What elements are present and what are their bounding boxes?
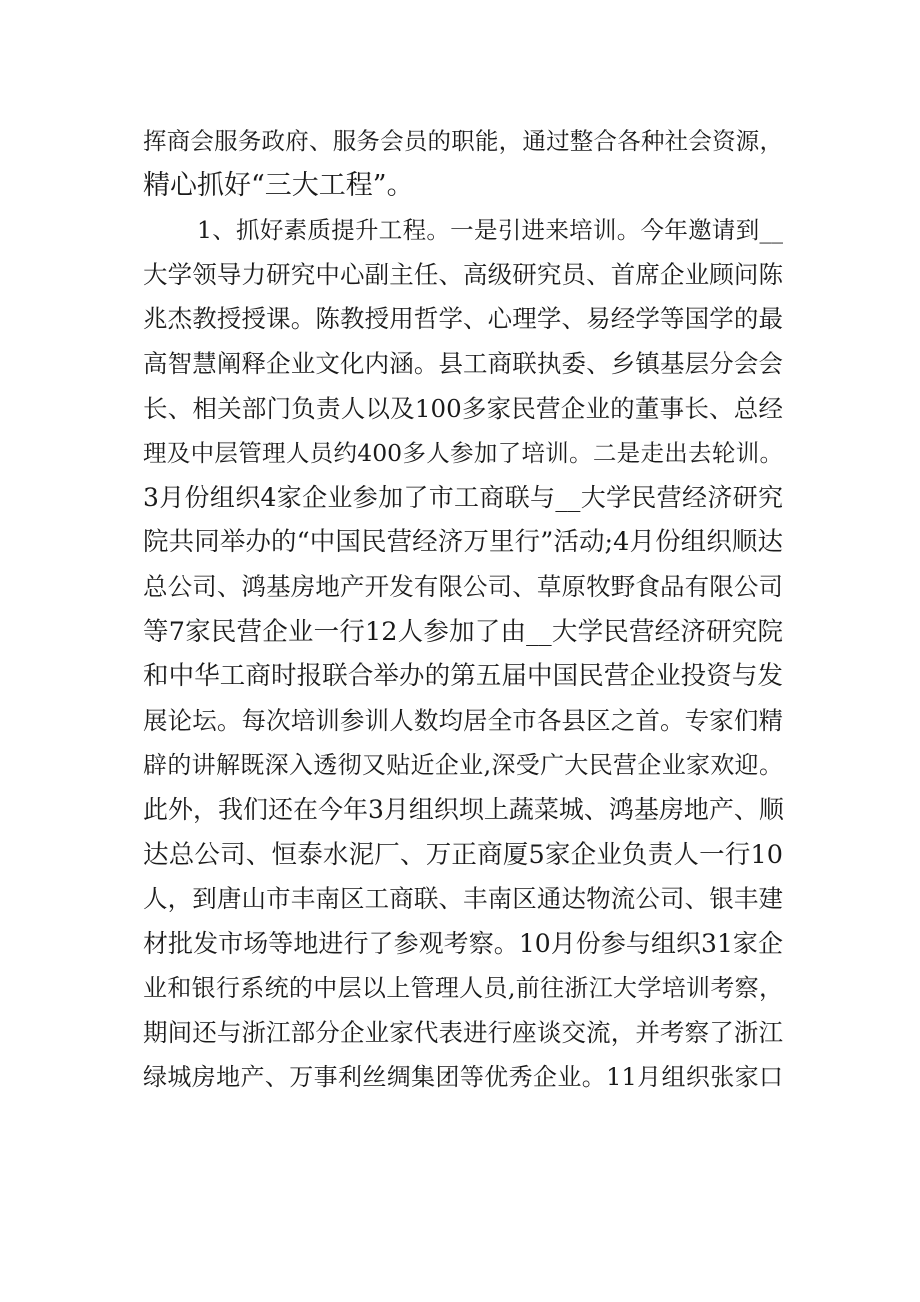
text-line: 期间还与浙江部分企业家代表进行座谈交流，并考察了浙江 — [143, 1017, 783, 1047]
text-line: 人，到唐山市丰南区工商联、丰南区通达物流公司、银丰建 — [143, 884, 783, 914]
text-line: 兆杰教授授课。陈教授用哲学、心理学、易经学等国学的最 — [143, 304, 783, 334]
text-line: 材批发市场等地进行了参观考察。10月份参与组织31家企 — [143, 928, 783, 958]
text-line: 理及中层管理人员约400多人参加了培训。二是走出去轮训。 — [143, 439, 783, 468]
text-line: 院共同举办的“中国民营经济万里行”活动;4月份组织顺达 — [143, 527, 783, 558]
text-line: 精心抓好“三大工程”。 — [143, 169, 414, 201]
text-line: 等7家民营企业一行12人参加了由__大学民营经济研究院 — [143, 616, 783, 647]
text-line: 和中华工商时报联合举办的第五届中国民营企业投资与发 — [143, 661, 783, 692]
text-line: 高智慧阐释企业文化内涵。县工商联执委、乡镇基层分会会 — [143, 348, 783, 378]
text-line: 达总公司、恒泰水泥厂、万正商厦5家企业负责人一行10 — [143, 839, 783, 870]
text-line: 辟的讲解既深入透彻又贴近企业,深受广大民营企业家欢迎。 — [143, 751, 783, 780]
text-line: 此外，我们还在今年3月组织坝上蔬菜城、鸿基房地产、顺 — [143, 794, 784, 824]
text-line: 3月份组织4家企业参加了市工商联与__大学民营经济研究 — [143, 482, 783, 512]
text-line: 大学领导力研究中心副主任、高级研究员、首席企业顾问陈 — [143, 259, 783, 289]
text-line: 长、相关部门负责人以及100多家民营企业的董事长、总经 — [143, 393, 783, 423]
text-line: 绿城房地产、万事利丝绸集团等优秀企业。11月组织张家口 — [143, 1063, 783, 1092]
document-body — [143, 119, 783, 1100]
text-line: 业和银行系统的中层以上管理人员,前往浙江大学培训考察， — [143, 974, 783, 1003]
text-line: 挥商会服务政府、服务会员的职能，通过整合各种社会资源， — [143, 127, 783, 155]
paragraph-start-line: 1、抓好素质提升工程。一是引进来培训。今年邀请到__ — [197, 216, 783, 245]
text-line: 展论坛。每次培训参训人数均居全市各县区之首。专家们精 — [143, 705, 783, 735]
text-line: 总公司、鸿基房地产开发有限公司、草原牧野食品有限公司 — [143, 571, 783, 601]
